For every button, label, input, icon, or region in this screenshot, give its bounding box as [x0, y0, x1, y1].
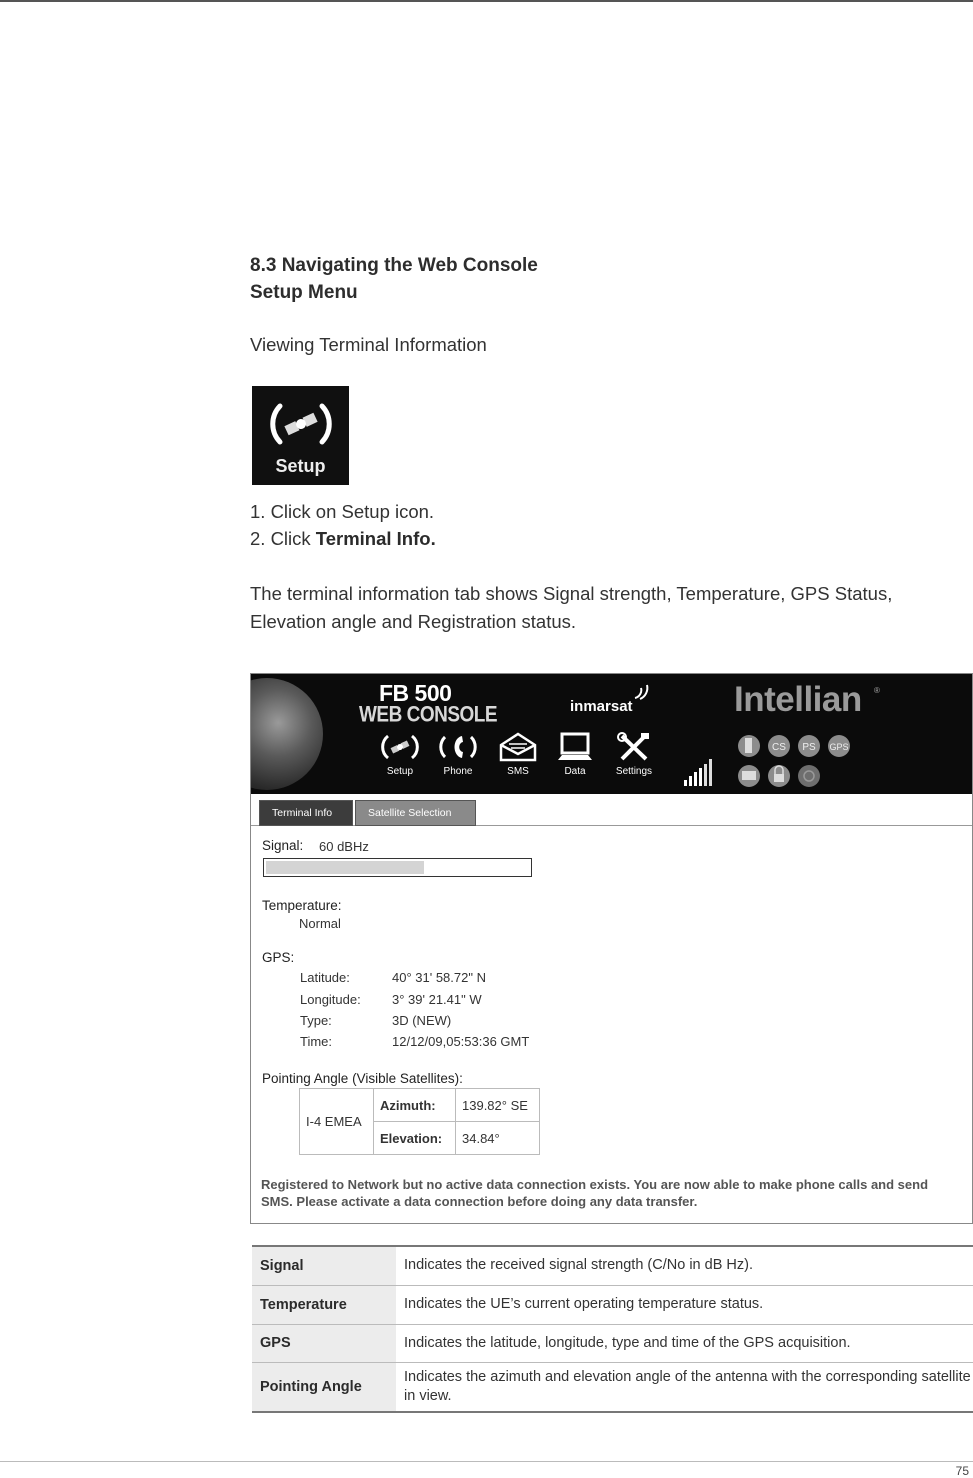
step-2-prefix: 2. Click — [250, 528, 316, 549]
pointing-angle-label: Pointing Angle (Visible Satellites): — [262, 1071, 463, 1086]
nav-data[interactable] — [546, 732, 604, 777]
gps-key: Latitude: — [300, 970, 350, 985]
temperature-value: Normal — [299, 916, 341, 931]
satellite-icon — [380, 732, 420, 762]
bottom-rule — [0, 1461, 973, 1462]
nav-setup[interactable] — [371, 732, 429, 777]
intellian-logo: Intellian — [734, 680, 862, 719]
envelope-icon — [498, 732, 538, 762]
section-title: 8.3 Navigating the Web Console — [250, 255, 538, 276]
tab-terminal-info[interactable]: Terminal Info — [259, 800, 353, 826]
subheading: Viewing Terminal Information — [250, 334, 487, 355]
globe-image — [250, 678, 323, 790]
section-heading — [250, 252, 538, 306]
inmarsat-logo: inmarsat — [570, 698, 633, 715]
console-tabs — [251, 794, 973, 826]
nav-settings[interactable] — [605, 732, 663, 777]
nav-data-label: Data — [564, 766, 586, 777]
nav-phone[interactable] — [429, 732, 487, 777]
signal-strength-bar — [263, 858, 532, 877]
term-cell: Temperature — [252, 1285, 396, 1324]
gps-value: 3D (NEW) — [392, 1013, 452, 1028]
top-rule — [0, 0, 973, 2]
gps-label: GPS: — [262, 950, 295, 965]
gps-value: 12/12/09,05:53:36 GMT — [392, 1034, 530, 1049]
product-title: FB 500 — [379, 680, 452, 706]
registration-message: Registered to Network but no active data connection exists. You are now able to make phone calls and send SMS. Please activate a data connection before doing any data transfer. — [261, 1177, 929, 1209]
satellite-name: I-4 EMEA — [300, 1089, 374, 1155]
description: The terminal information tab shows Signal strength, Temperature, GPS Status, Elevation angle and Registration status. — [250, 583, 893, 632]
setup-tile-label: Setup — [275, 456, 326, 476]
temperature-label: Temperature: — [262, 898, 342, 913]
gps-value: 3° 39' 21.41" W — [392, 992, 482, 1007]
product-subtitle: WEB CONSOLE — [359, 703, 498, 728]
steps — [250, 498, 436, 552]
step-1: 1. Click on Setup icon. — [250, 501, 435, 522]
azimuth-value: 139.82° SE — [456, 1089, 540, 1122]
phone-icon — [438, 732, 478, 762]
gps-key: Type: — [300, 1013, 332, 1028]
tools-icon — [614, 732, 654, 762]
pointing-angle-table — [299, 1088, 540, 1155]
term-cell: Signal — [252, 1246, 396, 1285]
definition-cell: Indicates the received signal strength (C/No in dB Hz). — [404, 1257, 753, 1274]
ps-icon: PS — [802, 742, 816, 753]
term-cell: GPS — [252, 1324, 396, 1362]
table-row — [252, 1285, 973, 1324]
signal-strength-icon — [684, 756, 714, 786]
gps-icon: GPS — [829, 742, 849, 752]
step-2-bold: Terminal Info. — [315, 528, 436, 549]
setup-tile — [252, 386, 349, 485]
nav-phone-label: Phone — [443, 766, 473, 777]
console-header — [251, 674, 973, 794]
signal-value: 60 dBHz — [319, 839, 369, 854]
step-2 — [250, 525, 436, 552]
gps-value: 40° 31' 58.72" N — [392, 970, 486, 985]
elevation-label: Elevation — [380, 1130, 438, 1146]
elevation-value: 34.84° — [456, 1122, 540, 1155]
table-row — [252, 1246, 973, 1285]
nav-sms-label: SMS — [507, 766, 529, 777]
computer-icon — [555, 732, 595, 762]
definition-cell: Indicates the latitude, longitude, type and time of the GPS acquisition. — [404, 1334, 851, 1351]
satellite-icon — [266, 396, 336, 452]
azimuth-cell: Azimuth: — [374, 1089, 456, 1122]
menu-title: Setup Menu — [250, 282, 358, 303]
definitions-table — [252, 1245, 973, 1413]
definition-cell: Indicates the UE’s current operating temperature status. — [404, 1296, 764, 1312]
status-icons — [737, 734, 857, 790]
table-row — [252, 1324, 973, 1362]
azimuth-label: Azimuth — [380, 1097, 432, 1113]
nav-settings-label: Settings — [615, 766, 653, 777]
nav-setup-label: Setup — [386, 766, 414, 777]
gps-key: Longitude: — [300, 992, 361, 1007]
registered-mark: ® — [874, 686, 880, 695]
signal-label: Signal: — [262, 838, 304, 853]
definition-cell: Indicates the azimuth and elevation angle of the antenna with the corresponding satellite in view. — [404, 1368, 971, 1404]
term-cell: Pointing Angle — [252, 1362, 396, 1412]
signal-strength-fill — [266, 861, 424, 874]
elevation-cell: Elevation: — [374, 1122, 456, 1155]
tab-satellite-selection[interactable]: Satellite Selection — [355, 800, 476, 826]
cs-icon: CS — [772, 742, 786, 753]
nav-sms[interactable] — [489, 732, 547, 777]
page-number: 75 — [955, 1464, 969, 1478]
inmarsat-waves-icon — [631, 682, 651, 702]
table-row — [252, 1362, 973, 1412]
gps-key: Time: — [300, 1034, 333, 1049]
web-console-screenshot — [250, 673, 973, 1224]
